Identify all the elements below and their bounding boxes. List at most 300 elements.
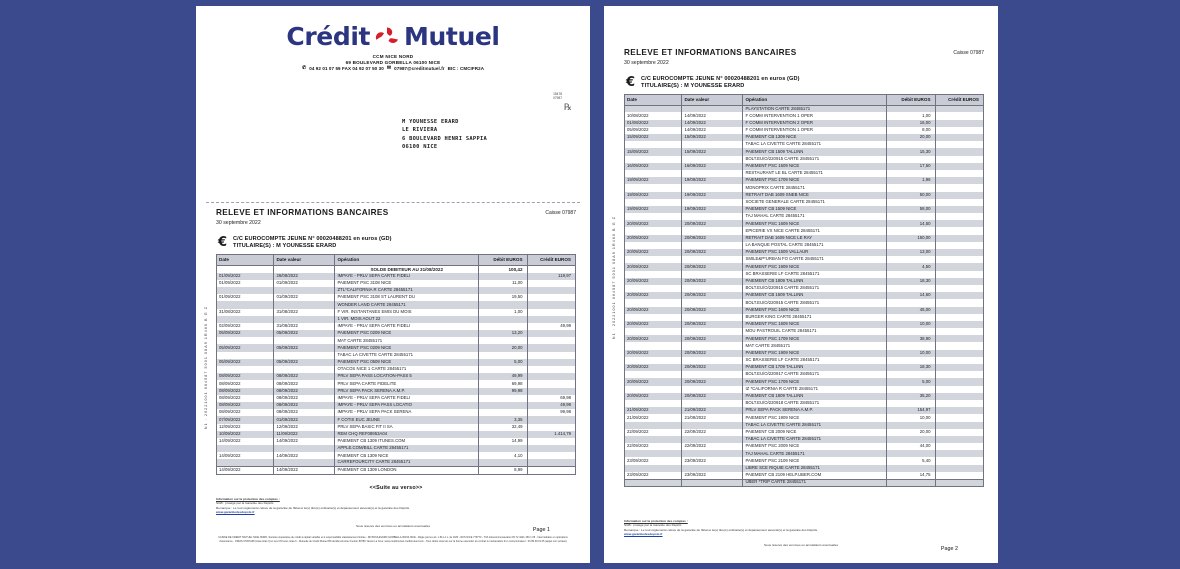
cell-debit xyxy=(887,285,935,292)
cell-operation: EPICERIE VX NICE CARTE 28455171 xyxy=(743,227,887,234)
table-row xyxy=(217,294,576,301)
cell-credit xyxy=(935,378,983,385)
cell-credit xyxy=(935,278,983,285)
table-row xyxy=(625,321,984,328)
table-border-cell xyxy=(625,487,682,488)
protection-note-page1 xyxy=(216,497,466,515)
table-row xyxy=(625,285,984,292)
recipient-line-3: 6 BOULEVARD HENRI SAPPIA xyxy=(402,135,488,142)
cell-value-date: 26/08/2022 xyxy=(274,273,335,280)
cell-debit xyxy=(887,184,935,191)
cell-debit: 150,00 xyxy=(887,235,935,242)
cell-credit xyxy=(935,422,983,429)
cell-date: 23/09/2022 xyxy=(625,472,682,479)
cell-debit: 58,00 xyxy=(887,206,935,213)
cell-operation: IMPAYE - PRLV SEPA PASS LOCATIO xyxy=(335,402,479,409)
table-row xyxy=(625,220,984,227)
branch-address: 69 BOULEVARD GORBELLA 06100 NICE xyxy=(345,60,441,65)
cell-credit xyxy=(935,357,983,364)
cell-value-date: 05/09/2022 xyxy=(274,344,335,351)
cell-credit xyxy=(935,335,983,342)
cell-credit xyxy=(935,105,983,112)
cell-date xyxy=(217,459,274,466)
balance-credit xyxy=(527,265,575,272)
cell-value-date xyxy=(274,445,335,452)
table-row xyxy=(625,141,984,148)
column-header-operation: Opération xyxy=(743,95,887,106)
cell-date xyxy=(217,337,274,344)
statement-block-page1 xyxy=(216,208,576,491)
cell-date xyxy=(217,301,274,308)
cell-value-date xyxy=(274,366,335,373)
cell-operation: PAIEMENT CB 2109 HELP.UBER.COM xyxy=(743,472,887,479)
cell-debit xyxy=(479,409,527,416)
garantie-link[interactable]: www.garantiedesdepots.fr xyxy=(216,510,255,515)
cell-debit xyxy=(479,301,527,308)
credit-mutuel-emblem-icon xyxy=(374,26,400,48)
cell-credit xyxy=(935,285,983,292)
column-header-debit: Débit EUROS xyxy=(887,95,935,106)
table-row xyxy=(625,105,984,112)
cell-debit: 18,30 xyxy=(887,278,935,285)
cell-operation: ZTL*CALIFORNIA R CARTE 28455171 xyxy=(335,287,479,294)
cell-credit xyxy=(527,280,575,287)
table-row xyxy=(625,170,984,177)
cell-credit xyxy=(935,328,983,335)
cell-date xyxy=(625,299,682,306)
cell-value-date: 20/09/2022 xyxy=(682,321,743,328)
cell-debit: 18,30 xyxy=(887,364,935,371)
cell-credit xyxy=(935,350,983,357)
table-row xyxy=(625,357,984,364)
cell-credit xyxy=(935,249,983,256)
cell-date xyxy=(625,450,682,457)
column-header-value-date: Date valeur xyxy=(274,255,335,266)
column-header-date: Date xyxy=(217,255,274,266)
cell-value-date: 19/09/2022 xyxy=(682,206,743,213)
cell-credit xyxy=(527,459,575,466)
cell-value-date xyxy=(274,459,335,466)
cell-date: 08/09/2022 xyxy=(217,373,274,380)
cell-date: 20/09/2022 xyxy=(625,263,682,270)
table-row xyxy=(217,388,576,395)
page-number-2: Page 2 xyxy=(940,546,958,552)
cell-date xyxy=(625,170,682,177)
cell-debit: 49,99 xyxy=(479,373,527,380)
protection-note-page2 xyxy=(624,519,874,537)
cell-value-date xyxy=(682,465,743,472)
cell-debit xyxy=(479,323,527,330)
cell-value-date: 14/09/2022 xyxy=(274,452,335,459)
column-header-credit: Crédit EUROS xyxy=(527,255,575,266)
cell-value-date xyxy=(682,256,743,263)
table-border-cell xyxy=(887,487,935,488)
cell-date: 20/09/2022 xyxy=(625,364,682,371)
cell-value-date xyxy=(682,105,743,112)
table-row xyxy=(625,213,984,220)
cell-date: 21/09/2022 xyxy=(625,414,682,421)
table-row xyxy=(625,199,984,206)
cell-value-date xyxy=(682,156,743,163)
cell-credit xyxy=(527,344,575,351)
cell-debit xyxy=(887,213,935,220)
cell-value-date xyxy=(682,357,743,364)
protection-note-line1: SGB : protégé par la Garantie des Dépôts xyxy=(216,501,274,506)
table-bottom-border xyxy=(217,474,576,475)
account-holder-2: TITULAIRE(S) : M YOUNESSE ERARD xyxy=(641,83,745,89)
cell-credit xyxy=(935,321,983,328)
cell-date xyxy=(625,436,682,443)
statement-page-1 xyxy=(196,6,590,563)
table-row xyxy=(625,163,984,170)
cell-debit xyxy=(887,342,935,349)
cell-operation: LA BANQUE POSTAL CARTE 28455171 xyxy=(743,242,887,249)
cell-credit xyxy=(527,424,575,431)
cell-date xyxy=(217,445,274,452)
cell-value-date xyxy=(682,314,743,321)
cell-value-date: 14/09/2022 xyxy=(274,438,335,445)
cell-operation: PRLV SEPA PACK SERENA A.M.P. xyxy=(335,388,479,395)
caisse-info-2 xyxy=(953,48,984,56)
cell-debit xyxy=(887,436,935,443)
cell-credit xyxy=(527,445,575,452)
cell-operation: IMPAYE - PRLV SEPA PACK SERENA xyxy=(335,409,479,416)
table-row xyxy=(625,479,984,487)
cell-debit xyxy=(887,271,935,278)
cell-date: 05/09/2022 xyxy=(217,330,274,337)
table-row xyxy=(625,206,984,213)
cell-operation: IZ *CALIFORNIA R CARTE 28455171 xyxy=(743,386,887,393)
legal-text: CAISSE DE CREDIT MUTUEL NICE NORD, Société coopérative de crédit à capital variable et à responsabilité statutairement limitée - RN BOULEVARD GORBELLA 06100 NICE - Régie par les art. L.511-1 s. du CMF - RCS NICE 779770 - TVA intracommunautaire FR 72 4421 150 1 05 - Intermédiaire en opérations d'assurance - ORIAS 07003138 (www.orias.fr) et ses CM sous orias.fr - Mutuelle du Crédit Mutuel 65 identité Amortex Fenton 89780 Yassin La Cour, www.creditmutuel.creditmutuel.com - Tous droits réservés sur la bonne exécution du contrat ou réclamation d'un consommateur : 03 89 39 01 05 (appel non surtaxé) xyxy=(218,536,568,543)
cell-date xyxy=(625,371,682,378)
cell-credit xyxy=(935,184,983,191)
cell-operation: BOLT.EU/O/220918 CARTE 28455171 xyxy=(743,400,887,407)
cell-operation: SC BRASSERIE LF CARTE 28455171 xyxy=(743,357,887,364)
cell-operation: MAT CARTE 28455171 xyxy=(743,342,887,349)
cell-credit xyxy=(527,388,575,395)
cell-credit: 69,98 xyxy=(527,395,575,402)
cell-credit xyxy=(935,134,983,141)
caisse-label: Caisse xyxy=(545,210,561,216)
table-row xyxy=(625,364,984,371)
cell-date: 08/09/2022 xyxy=(217,380,274,387)
cell-date xyxy=(625,105,682,112)
cell-debit: 1,96 xyxy=(887,177,935,184)
page-number-1: Page 1 xyxy=(532,527,550,533)
cell-value-date xyxy=(682,479,743,487)
cell-debit: 50,00 xyxy=(887,192,935,199)
table-row xyxy=(625,314,984,321)
bank-logo xyxy=(196,22,590,51)
cell-operation: BOLT.EU/O/220915 CARTE 28455171 xyxy=(743,299,887,306)
table-row xyxy=(217,323,576,330)
cell-debit: 13,20 xyxy=(479,330,527,337)
cell-operation: PAIEMENT PSC 0509 NICE xyxy=(335,359,479,366)
caisse-label-2: Caisse xyxy=(953,50,969,56)
cell-date: 01/08/2022 xyxy=(625,120,682,127)
table-row xyxy=(625,422,984,429)
cell-date: 19/09/2022 xyxy=(625,192,682,199)
opening-balance-row xyxy=(217,265,576,272)
cell-credit xyxy=(935,393,983,400)
cell-debit xyxy=(479,431,527,438)
cell-credit xyxy=(935,220,983,227)
cell-date: 08/09/2022 xyxy=(217,388,274,395)
table-row xyxy=(217,467,576,475)
cell-date: 19/09/2022 xyxy=(625,177,682,184)
cell-credit xyxy=(527,366,575,373)
table-row xyxy=(625,120,984,127)
cell-credit xyxy=(935,192,983,199)
statement-date-2: 30 septembre 2022 xyxy=(624,59,669,66)
cell-credit xyxy=(527,438,575,445)
cell-operation: LIBRE SCE RIQUIE CARTE 28455171 xyxy=(743,465,887,472)
table-border-cell xyxy=(274,474,335,475)
cell-date xyxy=(625,400,682,407)
cell-credit xyxy=(935,457,983,464)
cell-date: 05/09/2022 xyxy=(625,127,682,134)
cell-date: 08/09/2022 xyxy=(217,409,274,416)
cell-value-date: 20/09/2022 xyxy=(682,393,743,400)
table-row xyxy=(217,344,576,351)
cell-value-date xyxy=(274,301,335,308)
cell-debit: 14,60 xyxy=(887,292,935,299)
cell-operation: MONOPRIX CARTE 28455171 xyxy=(743,184,887,191)
table-row xyxy=(625,350,984,357)
cell-credit xyxy=(935,227,983,234)
cell-value-date: 21/09/2022 xyxy=(682,414,743,421)
cell-value-date xyxy=(682,400,743,407)
cell-date xyxy=(625,342,682,349)
table-row xyxy=(625,378,984,385)
table-row xyxy=(217,380,576,387)
cell-operation: PAIEMENT CB 1509 TALLINN xyxy=(743,148,887,155)
bank-header xyxy=(196,6,590,71)
cell-value-date: 08/09/2022 xyxy=(274,373,335,380)
cell-value-date xyxy=(682,299,743,306)
table-row xyxy=(625,227,984,234)
cell-operation: TABAC LA CIVETTE CARTE 28455171 xyxy=(743,141,887,148)
cell-value-date: 08/09/2022 xyxy=(274,380,335,387)
cell-value-date xyxy=(682,386,743,393)
cell-debit: 32,49 xyxy=(479,424,527,431)
transactions-table-page2 xyxy=(624,94,984,487)
table-row xyxy=(217,452,576,459)
cell-operation: PAIEMENT PSC 1709 NICE xyxy=(743,378,887,385)
cell-credit xyxy=(935,156,983,163)
cell-debit xyxy=(887,227,935,234)
cell-value-date: 20/09/2022 xyxy=(682,307,743,314)
cell-debit xyxy=(887,400,935,407)
cell-debit: 4,50 xyxy=(887,263,935,270)
reserve-note-page1: Sous réserve des sommes ou annulations éventuelles xyxy=(355,524,431,528)
cell-value-date: 15/09/2022 xyxy=(682,134,743,141)
cell-date: 31/08/2022 xyxy=(217,309,274,316)
cell-operation: IMPAYE - PRLV SEPA CARTE FIDELI xyxy=(335,323,479,330)
cell-operation: F COMM INTERVENTION 1 OPER xyxy=(743,127,887,134)
column-header-credit: Crédit EUROS xyxy=(935,95,983,106)
table-row xyxy=(625,457,984,464)
table-row xyxy=(625,386,984,393)
cell-credit xyxy=(935,414,983,421)
cell-value-date: 19/09/2022 xyxy=(682,177,743,184)
cell-debit xyxy=(887,386,935,393)
caisse-value: 07987 xyxy=(562,210,576,216)
cell-value-date xyxy=(682,285,743,292)
table-border-cell xyxy=(479,474,527,475)
column-header-value-date: Date valeur xyxy=(682,95,743,106)
cell-value-date: 05/09/2022 xyxy=(274,359,335,366)
table-row xyxy=(625,407,984,414)
table-row xyxy=(625,292,984,299)
cell-debit xyxy=(479,287,527,294)
cell-debit xyxy=(479,445,527,452)
table-header-row xyxy=(217,255,576,266)
cell-debit xyxy=(887,170,935,177)
cell-date: 20/09/2022 xyxy=(625,249,682,256)
cell-operation: BOLT.EU/O/220915 CARTE 28455171 xyxy=(743,285,887,292)
cell-credit xyxy=(527,359,575,366)
table-border-cell xyxy=(935,487,983,488)
garantie-link-2[interactable]: www.garantiedesdepots.fr xyxy=(624,532,663,537)
cell-credit xyxy=(935,479,983,487)
cell-credit xyxy=(935,307,983,314)
cell-credit xyxy=(935,112,983,119)
cell-value-date xyxy=(682,271,743,278)
cell-operation: PAIEMENT PSC 1509 NICE xyxy=(743,163,887,170)
statement-date: 30 septembre 2022 xyxy=(216,219,261,226)
cell-debit: 20,00 xyxy=(887,134,935,141)
cell-debit xyxy=(887,465,935,472)
statement-header-page2 xyxy=(624,48,984,66)
table-row xyxy=(625,278,984,285)
cell-credit xyxy=(935,271,983,278)
cell-debit xyxy=(479,352,527,359)
cell-operation: F COMM INTERVENTION 1 OPER xyxy=(743,112,887,119)
caisse-info xyxy=(545,208,576,216)
cell-debit: 35,20 xyxy=(887,393,935,400)
cell-debit: 99,98 xyxy=(479,388,527,395)
cell-operation: TABAC LA CIVETTE CARTE 28455171 xyxy=(743,422,887,429)
cell-debit xyxy=(479,337,527,344)
cell-operation: F COMM INTERVENTION 2 OPER xyxy=(743,120,887,127)
cell-credit xyxy=(935,386,983,393)
cell-credit xyxy=(935,127,983,134)
cell-operation: SMILE&P*URBAN FO CARTE 28455171 xyxy=(743,256,887,263)
table-row xyxy=(625,112,984,119)
cell-operation: PRLV SEPA PASS LOCATION-PASS 5 xyxy=(335,373,479,380)
cell-debit xyxy=(887,199,935,206)
page2-side-barcode-text: N1 : 20221001 064587 5001 08A9 1R460 B G Z xyxy=(612,216,616,340)
cell-date xyxy=(625,242,682,249)
table-row xyxy=(625,307,984,314)
cell-debit: 15,30 xyxy=(887,148,935,155)
table-row xyxy=(217,359,576,366)
cell-credit xyxy=(527,380,575,387)
cell-date: 12/09/2022 xyxy=(217,424,274,431)
cell-value-date: 19/09/2022 xyxy=(682,192,743,199)
cell-operation: BOLT.EU/O/220917 CARTE 28455171 xyxy=(743,371,887,378)
cell-credit xyxy=(935,342,983,349)
table-row xyxy=(625,271,984,278)
cell-debit: 10,00 xyxy=(887,414,935,421)
cell-date: 01/09/2022 xyxy=(217,273,274,280)
cell-debit: 13,00 xyxy=(887,249,935,256)
cell-credit xyxy=(935,371,983,378)
cell-date: 07/09/2022 xyxy=(217,416,274,423)
page1-side-barcode-text: N1 : 20221001 064587 5001 08A9 1R460 B G Z xyxy=(204,306,208,430)
table-row xyxy=(625,184,984,191)
cell-debit: 3,35 xyxy=(479,416,527,423)
cell-date: 01/09/2022 xyxy=(217,294,274,301)
cell-value-date: 31/08/2022 xyxy=(274,323,335,330)
cell-credit xyxy=(527,294,575,301)
cell-operation: PAIEMENT PSC 1909 NICE xyxy=(743,263,887,270)
cell-debit xyxy=(479,402,527,409)
cell-date: 05/09/2022 xyxy=(217,344,274,351)
cell-operation: PAIEMENT PSC 1709 NICE xyxy=(743,335,887,342)
cell-value-date xyxy=(682,342,743,349)
protection-note-line2: Remarque : Le tout réglementé relève de la garantie de l'Etat et le(s) titre(s) ordinaire(s) et dépassement associé(s) et la garantie des Dépôts xyxy=(216,505,410,510)
cell-value-date: 20/09/2022 xyxy=(682,278,743,285)
cell-operation: PRLV SEPA BASIC FIT II SA xyxy=(335,424,479,431)
cell-value-date: 14/09/2022 xyxy=(274,467,335,475)
cell-value-date: 12/09/2022 xyxy=(274,424,335,431)
cell-operation: PAIEMENT CB 2009 NICE xyxy=(743,429,887,436)
table-row xyxy=(625,256,984,263)
cell-value-date: 14/09/2022 xyxy=(682,120,743,127)
cell-value-date: 22/09/2022 xyxy=(682,429,743,436)
cell-value-date xyxy=(682,242,743,249)
cell-date xyxy=(625,422,682,429)
cell-debit: 1,00 xyxy=(887,112,935,119)
cell-debit: 69,98 xyxy=(479,380,527,387)
cell-credit xyxy=(527,301,575,308)
cell-credit xyxy=(935,292,983,299)
table-row xyxy=(625,472,984,479)
cell-value-date xyxy=(274,287,335,294)
cell-operation: PAIEMENT PSC 1909 NICE xyxy=(743,414,887,421)
cell-value-date: 08/09/2022 xyxy=(274,395,335,402)
cell-operation: PAIEMENT PSC 2109 NICE xyxy=(743,457,887,464)
continuation-note: <<Suite au verso>> xyxy=(369,484,423,491)
cell-credit xyxy=(935,120,983,127)
cell-value-date: 31/08/2022 xyxy=(274,309,335,316)
cell-credit xyxy=(935,206,983,213)
cell-value-date: 14/09/2022 xyxy=(682,127,743,134)
cell-operation: MAT CARTE 28455171 xyxy=(335,337,479,344)
table-bottom-border xyxy=(625,487,984,488)
cell-credit xyxy=(527,316,575,323)
cell-credit xyxy=(527,330,575,337)
cell-date: 14/09/2022 xyxy=(217,438,274,445)
cell-operation: SC BRASSERIE LF CARTE 28455171 xyxy=(743,271,887,278)
cell-debit xyxy=(479,459,527,466)
table-row xyxy=(625,465,984,472)
table-row xyxy=(625,371,984,378)
table-border-cell xyxy=(743,487,887,488)
cell-operation: PAIEMENT PSC 1509 VALLAUR xyxy=(743,249,887,256)
cell-date: 08/09/2022 xyxy=(217,395,274,402)
cell-value-date: 01/09/2022 xyxy=(274,416,335,423)
cell-value-date: 01/09/2022 xyxy=(274,280,335,287)
account-holder: TITULAIRE(S) : M YOUNESSE ERARD xyxy=(233,243,337,249)
recipient-line-4: 06100 NICE xyxy=(402,144,438,151)
table-row xyxy=(217,366,576,373)
cell-debit xyxy=(887,450,935,457)
account-designation-2: C/C EUROCOMPTE JEUNE N° 00020488201 en euros (GD) xyxy=(641,75,800,82)
statement-header xyxy=(216,208,576,226)
